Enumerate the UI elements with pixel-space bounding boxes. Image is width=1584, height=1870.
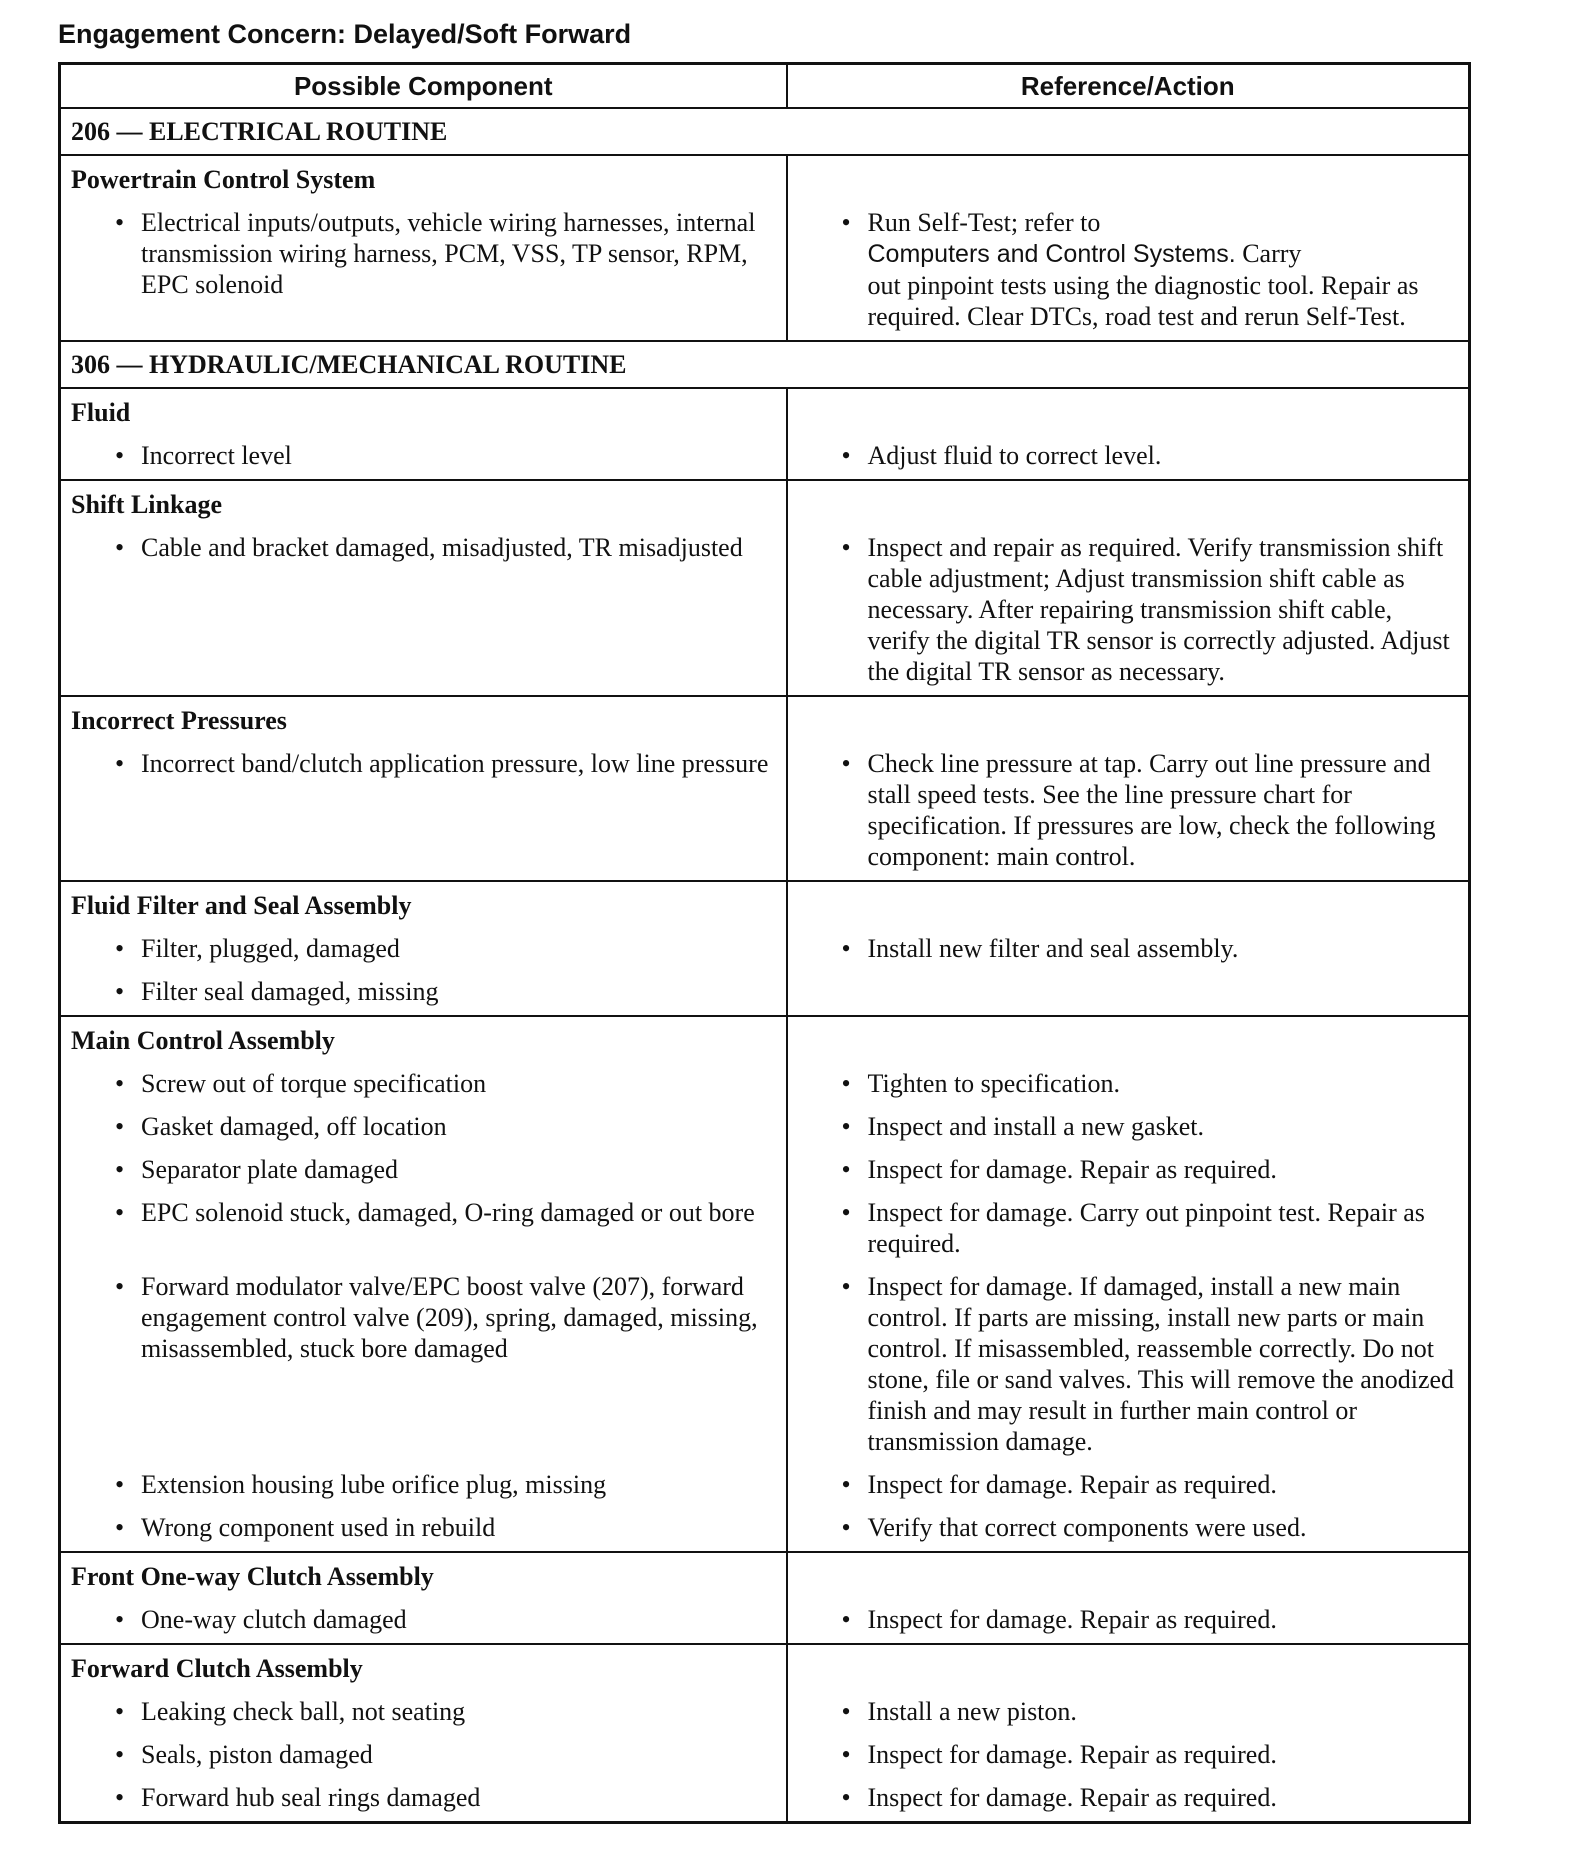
- table-row: [60, 1463, 1470, 1506]
- group-title-main-control: Main Control Assembly: [60, 1016, 787, 1062]
- component-text: • Cable and bracket damaged, misadjusted, TR misadjusted: [71, 532, 778, 563]
- action-text: • Verify that correct components were used.: [798, 1512, 1461, 1543]
- group-title-spacer: [787, 155, 1470, 201]
- component-cell: [60, 1148, 787, 1191]
- action-cell: [787, 526, 1470, 696]
- action-text: • Tighten to specification.: [798, 1068, 1461, 1099]
- table-row: [60, 1598, 1470, 1644]
- table-row: [60, 1062, 1470, 1105]
- action-text-part: out pinpoint tests using the diagnostic tool. Repair as required. Clear DTCs, road test and rerun Self-Test.: [867, 271, 1419, 331]
- action-text: • Inspect and repair as required. Verify transmission shift cable adjustment; Adjust transmission shift cable as necessary. After repairing transmission shift cable, verify the digital TR sensor is correctly adjusted. Adjust the digital TR sensor as necessary.: [798, 532, 1461, 687]
- action-text: • Inspect for damage. Repair as required.: [798, 1739, 1461, 1770]
- group-title-shift-linkage: Shift Linkage: [60, 480, 787, 526]
- action-reference-link[interactable]: Computers and Control Systems.: [867, 240, 1236, 268]
- action-cell: [787, 201, 1470, 341]
- section-row-206: [60, 108, 1470, 155]
- header-reference-action: Reference/Action: [787, 64, 1470, 109]
- action-cell: [787, 742, 1470, 881]
- table-row: [60, 1105, 1470, 1148]
- action-cell: [787, 1463, 1470, 1506]
- table-row: [60, 201, 1470, 341]
- component-text: • Incorrect level: [71, 440, 778, 471]
- component-text: • Incorrect band/clutch application pressure, low line pressure: [71, 748, 778, 779]
- document-page: [58, 16, 1478, 1824]
- group-title-incorrect-pressures: Incorrect Pressures: [60, 696, 787, 742]
- group-title-spacer: [787, 480, 1470, 526]
- group-title-powertrain: Powertrain Control System: [60, 155, 787, 201]
- group-title-spacer: [787, 881, 1470, 927]
- component-cell: [60, 1733, 787, 1776]
- component-text: • Electrical inputs/outputs, vehicle wiring harnesses, internal transmission wiring harness, PCM, VSS, TP sensor, RPM, EPC solenoid: [71, 207, 778, 300]
- component-text: • Gasket damaged, off location: [71, 1111, 778, 1142]
- action-text: • Adjust fluid to correct level.: [798, 440, 1461, 471]
- table-row: [60, 1265, 1470, 1463]
- group-header-row: [60, 480, 1470, 526]
- component-text: • Filter seal damaged, missing: [71, 976, 778, 1007]
- table-row: [60, 742, 1470, 881]
- header-possible-component: Possible Component: [60, 64, 787, 109]
- action-text-part: Carry: [1242, 239, 1302, 268]
- group-title-spacer: [787, 1552, 1470, 1598]
- component-cell: [60, 1463, 787, 1506]
- table-row: [60, 1191, 1470, 1265]
- action-cell: [787, 1776, 1470, 1823]
- component-text: • Filter, plugged, damaged: [71, 933, 778, 964]
- component-text: • Wrong component used in rebuild: [71, 1512, 778, 1543]
- table-row: [60, 1506, 1470, 1552]
- table-row: [60, 526, 1470, 696]
- component-cell: [60, 1191, 787, 1265]
- group-title-spacer: [787, 696, 1470, 742]
- component-cell: [60, 927, 787, 970]
- component-cell: [60, 1062, 787, 1105]
- action-cell: [787, 434, 1470, 480]
- action-text: • Inspect and install a new gasket.: [798, 1111, 1461, 1142]
- table-row: [60, 434, 1470, 480]
- table-row: [60, 1148, 1470, 1191]
- component-cell: [60, 434, 787, 480]
- component-cell: [60, 1598, 787, 1644]
- component-cell: [60, 1265, 787, 1463]
- action-text: • Check line pressure at tap. Carry out line pressure and stall speed tests. See the line pressure chart for specification. If pressures are low, check the following component: main control.: [798, 748, 1461, 872]
- action-cell: [787, 970, 1470, 1016]
- action-cell: [787, 1598, 1470, 1644]
- table-row: [60, 970, 1470, 1016]
- component-text: • Separator plate damaged: [71, 1154, 778, 1185]
- group-title-one-way-clutch: Front One-way Clutch Assembly: [60, 1552, 787, 1598]
- table-row: [60, 927, 1470, 970]
- action-cell: [787, 1733, 1470, 1776]
- action-text: [798, 207, 1461, 332]
- page-title: Engagement Concern: Delayed/Soft Forward: [58, 19, 632, 49]
- component-text: • Forward hub seal rings damaged: [71, 1782, 778, 1813]
- component-cell: [60, 1105, 787, 1148]
- component-text: • EPC solenoid stuck, damaged, O-ring damaged or out bore: [71, 1197, 778, 1228]
- component-cell: [60, 201, 787, 341]
- component-text: • Extension housing lube orifice plug, missing: [71, 1469, 778, 1500]
- table-row: [60, 1690, 1470, 1733]
- action-cell: [787, 1191, 1470, 1265]
- action-cell: [787, 1148, 1470, 1191]
- component-text: • Seals, piston damaged: [71, 1739, 778, 1770]
- component-text: • Screw out of torque specification: [71, 1068, 778, 1099]
- table-row: [60, 1776, 1470, 1823]
- component-text: • Leaking check ball, not seating: [71, 1696, 778, 1727]
- group-header-row: [60, 155, 1470, 201]
- group-title-fluid: Fluid: [60, 388, 787, 434]
- header-row: [60, 64, 1470, 109]
- group-title-forward-clutch: Forward Clutch Assembly: [60, 1644, 787, 1690]
- group-title-spacer: [787, 388, 1470, 434]
- action-text: • Install a new piston.: [798, 1696, 1461, 1727]
- table-row: [60, 1733, 1470, 1776]
- action-cell: [787, 1265, 1470, 1463]
- action-text: • Inspect for damage. Repair as required.: [798, 1154, 1461, 1185]
- action-text-part: Run Self-Test; refer to: [867, 208, 1101, 237]
- group-title-spacer: [787, 1016, 1470, 1062]
- action-cell: [787, 1062, 1470, 1105]
- group-header-row: [60, 388, 1470, 434]
- group-title-fluid-filter: Fluid Filter and Seal Assembly: [60, 881, 787, 927]
- component-cell: [60, 526, 787, 696]
- component-cell: [60, 970, 787, 1016]
- group-header-row: [60, 1016, 1470, 1062]
- component-text: • One-way clutch damaged: [71, 1604, 778, 1635]
- section-title-306: 306 — HYDRAULIC/MECHANICAL ROUTINE: [60, 341, 1470, 388]
- action-text: • Inspect for damage. Repair as required.: [798, 1604, 1461, 1635]
- action-cell: [787, 1506, 1470, 1552]
- action-text: • Inspect for damage. Carry out pinpoint test. Repair as required.: [798, 1197, 1461, 1259]
- group-header-row: [60, 1644, 1470, 1690]
- group-header-row: [60, 881, 1470, 927]
- diagnostic-table: [58, 62, 1471, 1824]
- section-row-306: [60, 341, 1470, 388]
- component-cell: [60, 1776, 787, 1823]
- action-cell: [787, 1690, 1470, 1733]
- action-cell: [787, 1105, 1470, 1148]
- component-cell: [60, 742, 787, 881]
- group-header-row: [60, 1552, 1470, 1598]
- action-text: • Inspect for damage. Repair as required.: [798, 1782, 1461, 1813]
- component-text: • Forward modulator valve/EPC boost valve (207), forward engagement control valve (209), spring, damaged, missing, misassembled, stuck bore damaged: [71, 1271, 778, 1364]
- group-title-spacer: [787, 1644, 1470, 1690]
- component-cell: [60, 1690, 787, 1733]
- action-text: • Inspect for damage. If damaged, install a new main control. If parts are missing, install new parts or main control. If misassembled, reassemble correctly. Do not stone, file or sand valves. This will remove the anodized finish and may result in further main control or transmission damage.: [798, 1271, 1461, 1457]
- component-cell: [60, 1506, 787, 1552]
- group-header-row: [60, 696, 1470, 742]
- action-text: • Inspect for damage. Repair as required.: [798, 1469, 1461, 1500]
- action-cell: [787, 927, 1470, 970]
- action-text: • Install new filter and seal assembly.: [798, 933, 1461, 964]
- section-title-206: 206 — ELECTRICAL ROUTINE: [60, 108, 1470, 155]
